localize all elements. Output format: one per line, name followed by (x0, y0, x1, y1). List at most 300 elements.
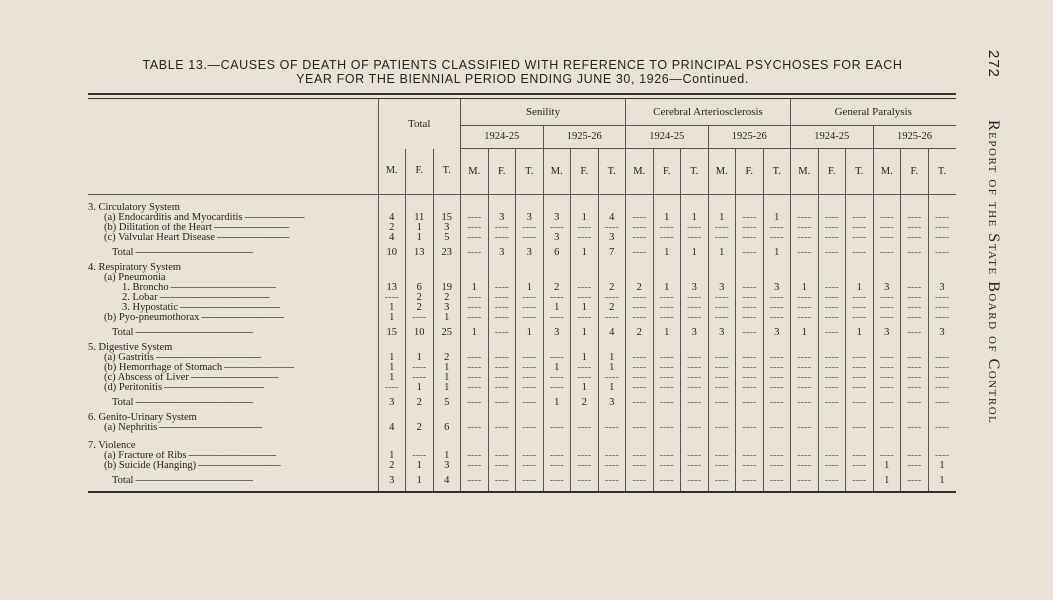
table-cell (791, 413, 819, 423)
table-cell (543, 273, 571, 283)
table-cell (543, 343, 571, 353)
table-cell: ---- (736, 451, 764, 461)
table-cell: ---- (928, 213, 956, 223)
table-cell: ---- (736, 293, 764, 303)
table-cell: ---- (406, 363, 434, 373)
table-cell (516, 343, 544, 353)
table-cell: ---- (901, 461, 929, 471)
senility-header: Senility (461, 99, 626, 126)
table-cell: 2 (406, 423, 434, 433)
table-cell: 7 (598, 243, 626, 263)
table-cell: 1 (516, 323, 544, 343)
table-cell: ---- (598, 423, 626, 433)
table-cell (791, 263, 819, 273)
table-cell (653, 413, 681, 423)
table-cell: 3 (543, 233, 571, 243)
table-row (88, 283, 956, 293)
table-cell: ---- (846, 363, 874, 373)
table-cell (928, 441, 956, 451)
table-cell: 1 (873, 471, 901, 492)
table-cell: 3 (378, 471, 406, 492)
table-cell: 1 (378, 313, 406, 323)
table-cell: ---- (873, 223, 901, 233)
table-cell (818, 441, 846, 451)
table-cell (818, 263, 846, 273)
table-cell: ---- (653, 303, 681, 313)
table-cell: ---- (488, 423, 516, 433)
table-cell: 1 (791, 323, 819, 343)
table-cell: ---- (708, 293, 736, 303)
table-cell: 1 (461, 283, 489, 293)
table-cell: ---- (736, 393, 764, 413)
table-cell: 3 (543, 213, 571, 223)
table-cell: ---- (901, 373, 929, 383)
table-cell (461, 343, 489, 353)
sex-header-cell: F. (818, 149, 846, 195)
table-cell: ---- (626, 223, 654, 233)
table-cell (516, 441, 544, 451)
table-cell (626, 263, 654, 273)
table-cell (461, 203, 489, 213)
table-cell: ---- (516, 353, 544, 363)
table-cell: ---- (846, 471, 874, 492)
table-cell (736, 263, 764, 273)
table-cell: ---- (461, 461, 489, 471)
row-label-text: (b) Hemorrhage of Stomach (104, 363, 223, 373)
table-row (88, 233, 956, 243)
table-cell: 1 (571, 243, 599, 263)
table-cell: ---- (791, 313, 819, 323)
table-cell: 1 (406, 353, 434, 363)
table-cell (571, 441, 599, 451)
sex-header-cell: M. (791, 149, 819, 195)
row-label (88, 461, 378, 471)
table-cell (461, 441, 489, 451)
table-cell: ---- (791, 213, 819, 223)
table-cell: ---- (543, 471, 571, 492)
table-cell: 1 (378, 353, 406, 363)
table-cell: 3 (763, 283, 791, 293)
table-cell: ---- (736, 233, 764, 243)
table-cell: ---- (818, 451, 846, 461)
table-cell: ---- (791, 461, 819, 471)
row-label-text: (a) Fracture of Ribs (104, 451, 187, 461)
table-cell: 1 (708, 213, 736, 223)
row-label (88, 223, 378, 233)
table-cell: ---- (763, 471, 791, 492)
table-cell (571, 273, 599, 283)
table-cell (571, 343, 599, 353)
table-cell: ---- (516, 373, 544, 383)
table-cell: 1 (378, 303, 406, 313)
leader-dots: ----------------------------- (214, 233, 289, 243)
row-label (88, 413, 378, 423)
table-row (88, 273, 956, 283)
table-cell (763, 263, 791, 273)
table-cell: ---- (846, 293, 874, 303)
table-cell: 10 (378, 243, 406, 263)
table-cell: ---- (708, 393, 736, 413)
table-cell: ---- (763, 313, 791, 323)
table-cell: ---- (488, 293, 516, 303)
table-cell: ---- (543, 423, 571, 433)
sex-header-cell: M. (873, 149, 901, 195)
table-cell: ---- (846, 423, 874, 433)
table-cell: 13 (378, 283, 406, 293)
table-cell: 1 (406, 383, 434, 393)
table-cell: ---- (626, 313, 654, 323)
table-cell (488, 441, 516, 451)
table-cell: ---- (763, 353, 791, 363)
table-cell: ---- (653, 383, 681, 393)
table-cell: ---- (461, 223, 489, 233)
table-cell: 11 (406, 213, 434, 223)
table-cell: ---- (901, 283, 929, 293)
table-cell: ---- (873, 293, 901, 303)
table-cell: ---- (516, 471, 544, 492)
table-body (88, 195, 956, 493)
row-label (88, 213, 378, 223)
table-cell: ---- (901, 363, 929, 373)
table-cell: ---- (846, 313, 874, 323)
table-cell: ---- (708, 363, 736, 373)
table-cell (406, 441, 434, 451)
table-cell: ---- (763, 363, 791, 373)
table-cell: ---- (763, 393, 791, 413)
table-cell (571, 203, 599, 213)
table-cell (571, 263, 599, 273)
table-cell: 2 (433, 293, 461, 303)
table-cell: ---- (681, 223, 709, 233)
table-cell: 1 (433, 363, 461, 373)
table-cell: ---- (901, 243, 929, 263)
leader-dots: ---------------------------------------- (178, 303, 280, 313)
table-cell: ---- (846, 373, 874, 383)
table-cell: 1 (928, 471, 956, 492)
table-cell: ---- (626, 393, 654, 413)
row-label-text: 6. Genito-Urinary System (88, 413, 197, 423)
table-cell: 2 (543, 283, 571, 293)
table-cell (433, 263, 461, 273)
table-cell: ---- (818, 393, 846, 413)
table-cell: ---- (488, 223, 516, 233)
row-label-text: (b) Suicide (Hanging) (104, 461, 197, 471)
table-cell (626, 273, 654, 283)
table-cell: ---- (626, 383, 654, 393)
table-cell (406, 273, 434, 283)
table-cell (736, 343, 764, 353)
table-cell: ---- (901, 213, 929, 223)
table-cell: ---- (461, 243, 489, 263)
table-cell: 1 (763, 213, 791, 223)
table-cell: ---- (736, 383, 764, 393)
table-cell: ---- (488, 393, 516, 413)
table-cell: ---- (818, 303, 846, 313)
table-cell: ---- (818, 471, 846, 492)
row-label (88, 423, 378, 433)
section-row (88, 441, 956, 451)
table-cell: ---- (928, 293, 956, 303)
table-cell: ---- (818, 293, 846, 303)
table-cell: 1 (928, 461, 956, 471)
table-cell: ---- (653, 233, 681, 243)
row-label (88, 303, 378, 313)
table-cell: ---- (598, 293, 626, 303)
table-cell: ---- (488, 363, 516, 373)
table-cell: ---- (626, 243, 654, 263)
table-cell (763, 343, 791, 353)
table-cell: 1 (378, 451, 406, 461)
table-cell: ---- (708, 373, 736, 383)
table-cell: ---- (653, 313, 681, 323)
year-header: 1925-26 (873, 126, 956, 149)
table-cell: 3 (873, 283, 901, 293)
leader-dots: ----------------------------------- (186, 451, 276, 461)
table-cell: ---- (928, 393, 956, 413)
table-cell: ---- (818, 353, 846, 363)
table-cell: ---- (598, 451, 626, 461)
leader-dots: ----------------------------------------------- (133, 327, 253, 338)
table-cell: ---- (791, 383, 819, 393)
sex-header-cell: F. (901, 149, 929, 195)
table-cell: 3 (433, 303, 461, 313)
table-cell: ---- (736, 303, 764, 313)
table-row (88, 363, 956, 373)
year-header: 1924-25 (461, 126, 544, 149)
table-cell (736, 203, 764, 213)
table-cell (626, 441, 654, 451)
table-cell (928, 203, 956, 213)
table-cell: ---- (763, 451, 791, 461)
row-label-text: Total (112, 247, 134, 258)
table-cell: 1 (653, 213, 681, 223)
table-cell: ---- (461, 353, 489, 363)
table-cell: 3 (873, 323, 901, 343)
table-cell: ---- (763, 293, 791, 303)
row-label (88, 243, 378, 263)
table-cell (818, 273, 846, 283)
table-cell: 1 (873, 461, 901, 471)
table-cell (736, 413, 764, 423)
total-row (88, 393, 956, 413)
table-cell (378, 343, 406, 353)
table-cell (653, 273, 681, 283)
total-header: Total (378, 99, 461, 149)
table-cell: ---- (901, 313, 929, 323)
row-label (88, 203, 378, 213)
sex-header-cell: F. (488, 149, 516, 195)
table-cell (461, 273, 489, 283)
table-cell: ---- (736, 353, 764, 363)
table-cell: ---- (791, 293, 819, 303)
table-cell: 1 (543, 363, 571, 373)
row-label-text: (b) Dilitation of the Heart (104, 223, 212, 233)
table-cell: ---- (736, 423, 764, 433)
table-cell: 1 (653, 283, 681, 293)
table-cell: 4 (378, 423, 406, 433)
row-label-text: 3. Circulatory System (88, 203, 180, 213)
table-cell: ---- (681, 373, 709, 383)
table-cell (873, 273, 901, 283)
year-header: 1925-26 (543, 126, 626, 149)
table-cell (846, 343, 874, 353)
table-cell: ---- (626, 293, 654, 303)
table-cell: ---- (873, 393, 901, 413)
table-cell: 1 (406, 471, 434, 492)
table-cell: ---- (873, 423, 901, 433)
table-cell: 3 (543, 323, 571, 343)
row-label-text: Total (112, 327, 134, 338)
leader-dots: ------------------------------ (211, 223, 289, 233)
table-cell: 3 (433, 223, 461, 233)
table-cell: ---- (928, 353, 956, 363)
table-cell (626, 343, 654, 353)
table-cell: ---- (461, 423, 489, 433)
table-cell: ---- (681, 461, 709, 471)
table-cell: 2 (406, 303, 434, 313)
section-row (88, 263, 956, 273)
table-cell: ---- (543, 223, 571, 233)
table-cell (708, 203, 736, 213)
table-cell: ---- (681, 313, 709, 323)
row-label (88, 471, 378, 492)
table-cell: ---- (873, 243, 901, 263)
table-cell: ---- (516, 223, 544, 233)
table-title (80, 58, 965, 86)
year-header: 1924-25 (626, 126, 709, 149)
table-cell: ---- (516, 461, 544, 471)
table-cell: ---- (736, 223, 764, 233)
table-cell: ---- (818, 213, 846, 223)
table-cell: ---- (736, 323, 764, 343)
spacer-row (88, 433, 956, 441)
table-cell: ---- (543, 383, 571, 393)
row-label-text: (c) Abscess of Liver (104, 373, 189, 383)
table-cell: ---- (626, 373, 654, 383)
table-cell: ---- (791, 423, 819, 433)
table-cell (378, 441, 406, 451)
row-label (88, 393, 378, 413)
table-cell: 2 (433, 353, 461, 363)
table-cell: ---- (736, 313, 764, 323)
leader-dots: ------------------------ (242, 213, 305, 223)
row-label (88, 373, 378, 383)
table-cell (846, 203, 874, 213)
table-cell: ---- (516, 451, 544, 461)
table-cell: ---- (626, 471, 654, 492)
table-cell: 1 (791, 283, 819, 293)
table-cell (708, 441, 736, 451)
table-cell: 4 (378, 233, 406, 243)
table-cell (543, 203, 571, 213)
table-cell: 1 (681, 243, 709, 263)
table-row (88, 313, 956, 323)
table-cell: ---- (681, 303, 709, 313)
page-number: 272 (985, 50, 1002, 79)
table-cell: ---- (846, 353, 874, 363)
table-cell: ---- (571, 461, 599, 471)
leader-dots: ----------------------------------------------- (133, 475, 253, 486)
table-cell (928, 273, 956, 283)
table-cell: ---- (901, 303, 929, 313)
table-cell (873, 413, 901, 423)
table-cell: ---- (461, 233, 489, 243)
table-cell: ---- (873, 363, 901, 373)
table-cell: ---- (653, 393, 681, 413)
table-cell: 1 (571, 383, 599, 393)
table-cell (763, 273, 791, 283)
table-cell (818, 203, 846, 213)
table-cell (681, 413, 709, 423)
table-cell: ---- (846, 303, 874, 313)
table-cell: 1 (571, 303, 599, 313)
table-row (88, 423, 956, 433)
table-cell: ---- (763, 223, 791, 233)
table-cell: 15 (378, 323, 406, 343)
table-row (88, 383, 956, 393)
sex-header-cell: M. (461, 149, 489, 195)
table-cell (873, 203, 901, 213)
table-cell: ---- (873, 383, 901, 393)
row-label (88, 283, 378, 293)
table-cell: ---- (736, 363, 764, 373)
leader-dots: ----------------------------------------------- (133, 247, 253, 258)
table-cell (406, 203, 434, 213)
table-cell (928, 413, 956, 423)
sex-header-cell: T. (846, 149, 874, 195)
table-cell: ---- (488, 353, 516, 363)
table-cell (378, 203, 406, 213)
section-row (88, 203, 956, 213)
table-row (88, 461, 956, 471)
table-cell: ---- (626, 363, 654, 373)
table-cell: ---- (406, 313, 434, 323)
table-cell: 1 (653, 323, 681, 343)
table-cell: 2 (378, 461, 406, 471)
table-cell (488, 263, 516, 273)
table-cell (791, 441, 819, 451)
table-cell: ---- (901, 353, 929, 363)
table-cell: ---- (901, 471, 929, 492)
table-cell: 1 (571, 353, 599, 363)
row-label (88, 293, 378, 303)
table-cell: ---- (681, 423, 709, 433)
table-cell: ---- (708, 383, 736, 393)
table-row (88, 213, 956, 223)
table-cell: 2 (406, 293, 434, 303)
table-cell: ---- (461, 471, 489, 492)
row-label (88, 323, 378, 343)
table-cell: ---- (681, 233, 709, 243)
table-cell: 1 (433, 383, 461, 393)
table-row (88, 293, 956, 303)
table-cell: ---- (516, 423, 544, 433)
table-cell: ---- (928, 303, 956, 313)
table-cell: ---- (791, 451, 819, 461)
table-cell: 13 (406, 243, 434, 263)
table-cell: ---- (873, 451, 901, 461)
table-cell: ---- (653, 423, 681, 433)
year-header: 1925-26 (708, 126, 791, 149)
year-header: 1924-25 (791, 126, 874, 149)
table-cell: ---- (901, 323, 929, 343)
table-cell: ---- (708, 313, 736, 323)
table-cell: ---- (626, 353, 654, 363)
table-cell: 2 (598, 283, 626, 293)
row-label (88, 363, 378, 373)
table-cell: ---- (571, 223, 599, 233)
table-cell: ---- (708, 423, 736, 433)
